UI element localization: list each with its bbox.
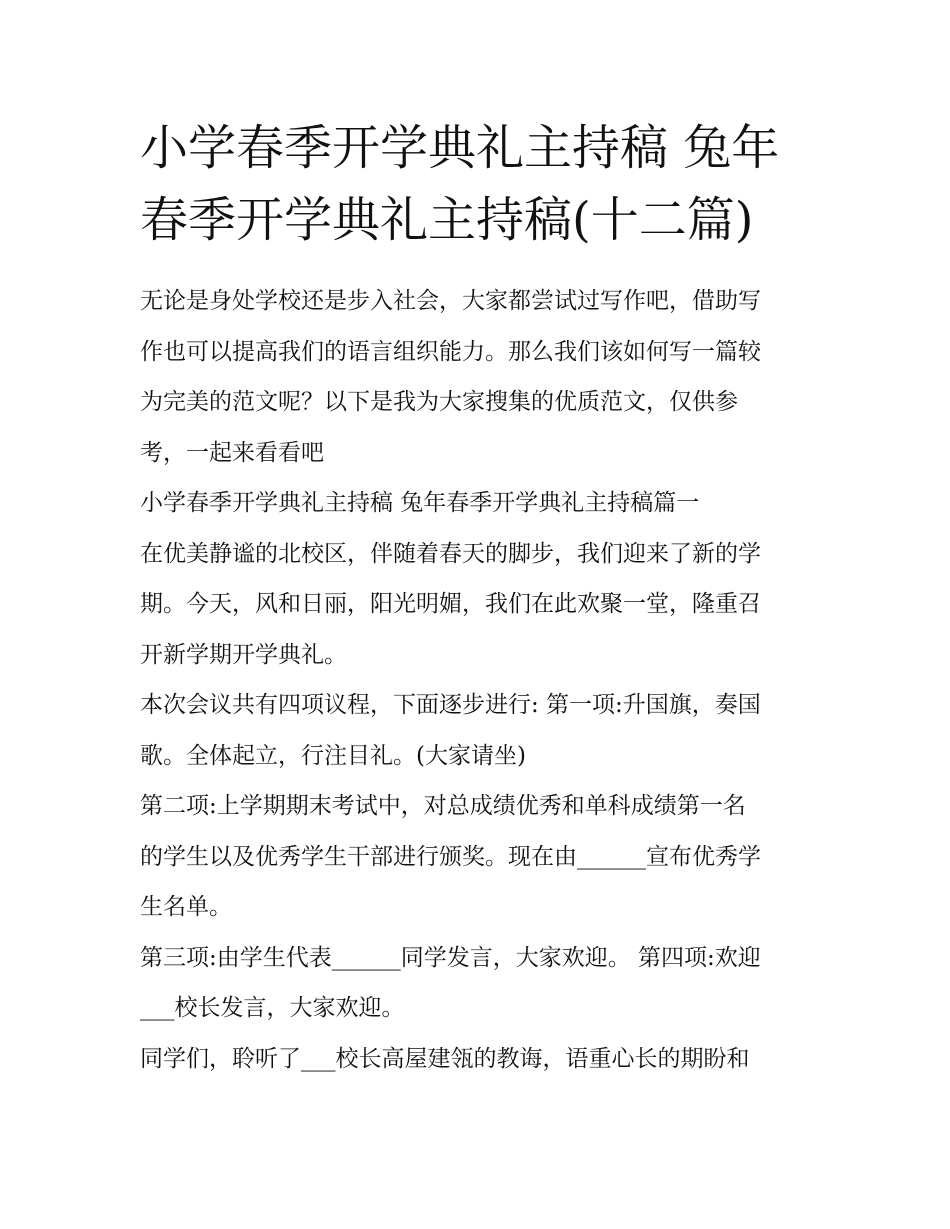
body-line: 为完美的范文呢？以下是我为大家搜集的优质范文，仅供参 <box>140 389 738 415</box>
body-line: 期。今天，风和日丽，阳光明媚，我们在此欢聚一堂，隆重召 <box>140 591 761 617</box>
title-line-1: 小学春季开学典礼主持稿 兔年 <box>140 120 780 176</box>
body-line: 同学们，聆听了___校长高屋建瓴的教诲，语重心长的期盼和 <box>140 1045 750 1072</box>
document-title <box>140 112 830 256</box>
body-line: 的学生以及优秀学生干部进行颁奖。现在由______宣布优秀学 <box>140 843 761 870</box>
title-line-2: 春季开学典礼主持稿(十二篇) <box>140 192 754 248</box>
body-line: 作也可以提高我们的语言组织能力。那么我们该如何写一篇较 <box>140 338 761 365</box>
body-line: 歌。全体起立，行注目礼。(大家请坐) <box>140 742 526 769</box>
body-line: ___校长发言，大家欢迎。 <box>140 995 405 1021</box>
body-line: 第二项:上学期期末考试中，对总成绩优秀和单科成绩第一名 <box>140 793 746 819</box>
body-line: 第三项:由学生代表______同学发言，大家欢迎。 第四项:欢迎 <box>140 944 761 971</box>
body-line: 在优美静谧的北校区，伴随着春天的脚步，我们迎来了新的学 <box>140 540 761 567</box>
body-line: 生名单。 <box>140 894 232 920</box>
body-line: 无论是身处学校还是步入社会，大家都尝试过写作吧，借助写 <box>140 288 761 314</box>
body-line: 开新学期开学典礼。 <box>140 641 347 668</box>
body-line: 考，一起来看看吧 <box>140 439 324 466</box>
body-line: 本次会议共有四项议程，下面逐步进行: 第一项:升国旗，奏国 <box>140 692 761 718</box>
section-heading: 小学春季开学典礼主持稿 兔年春季开学典礼主持稿篇一 <box>140 490 700 516</box>
document-body <box>140 276 830 1084</box>
